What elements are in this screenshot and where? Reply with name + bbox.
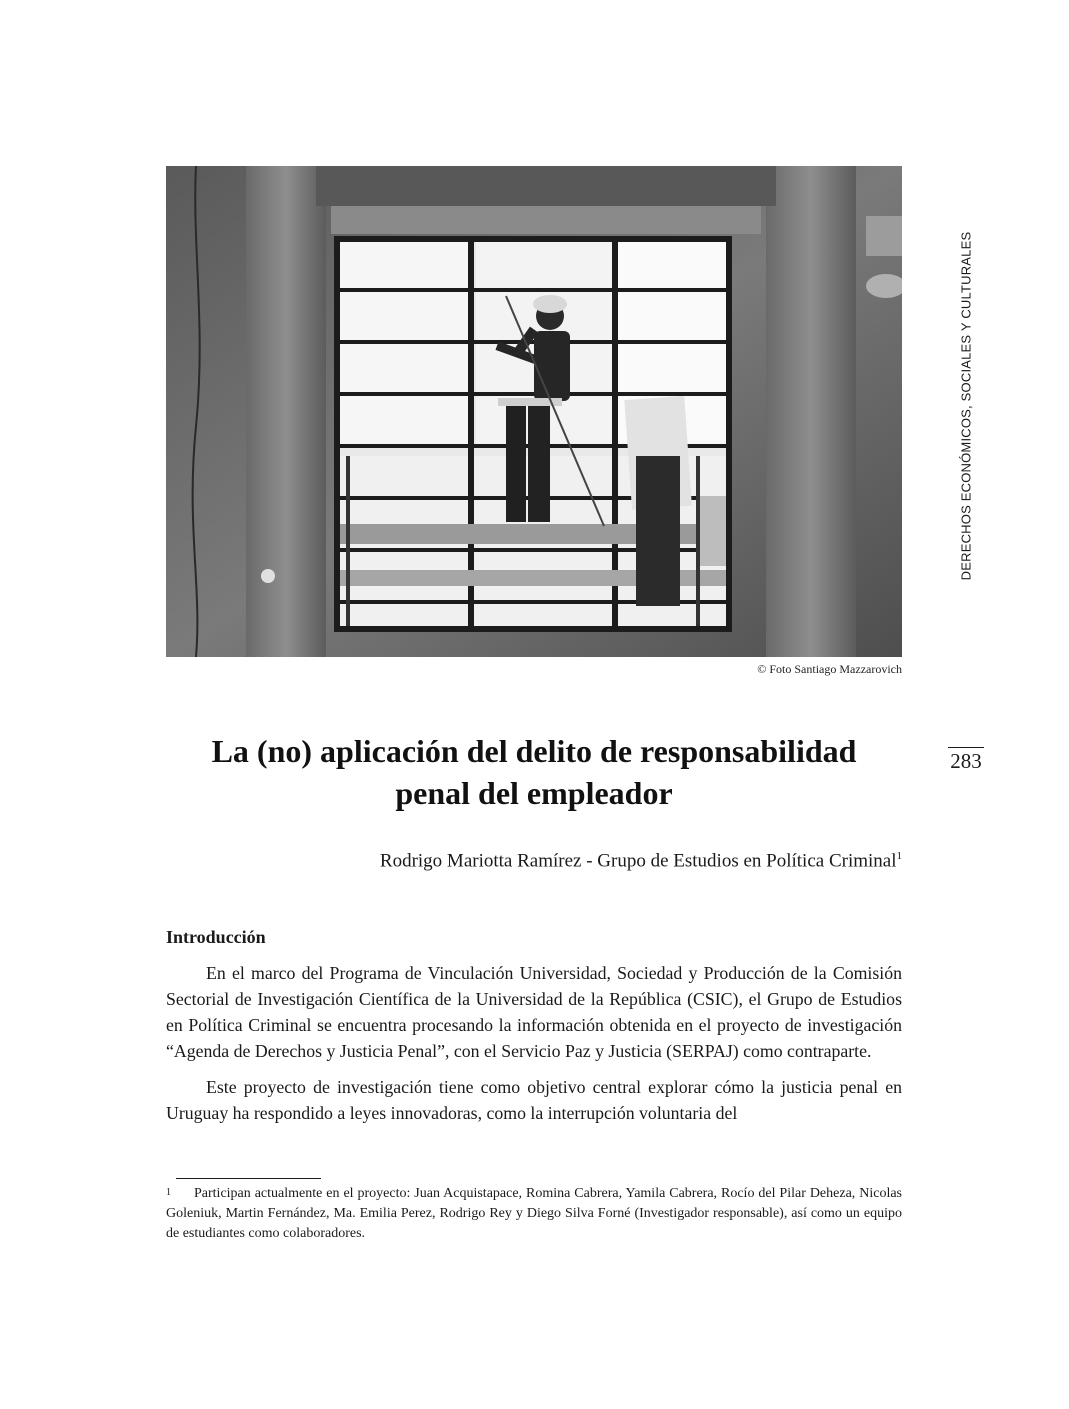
photo-credit: © Foto Santiago Mazzarovich: [757, 662, 902, 676]
footnote-mark: 1: [166, 1187, 171, 1198]
paragraph-2: Este proyecto de investigación tiene como objetivo central explorar cómo la justicia penal en Uruguay ha respondido a leyes innovadoras, como la interrupción voluntaria del: [166, 1077, 902, 1123]
running-head: [946, 231, 986, 581]
author-footnote-mark: 1: [896, 850, 902, 862]
section-heading: Introducción: [166, 927, 266, 947]
running-head-text: DERECHOS ECONÓMICOS, SOCIALES Y CULTURALES: [958, 231, 974, 581]
paragraph-1: En el marco del Programa de Vinculación Universidad, Sociedad y Producción de la Comisión Sectorial de Investigación Científica de la Universidad de la República (CSIC), el Grupo de Estudios en Política Criminal se encuentra procesando la información obtenida en el proyecto de investigación “Agenda de Derechos y Justicia Penal”, con el Servicio Paz y Justicia (SERPAJ) como contraparte.: [166, 963, 902, 1061]
title-line-2: penal del empleador: [395, 775, 673, 811]
page-number: 283: [950, 749, 982, 773]
title-line-1: La (no) aplicación del delito de responsabilidad: [211, 733, 857, 769]
footnote-text: Participan actualmente en el proyecto: Juan Acquistapace, Romina Cabrera, Yamila Cabrera, Rocío del Pilar Deheza, Nicolas Goleniuk, Martin Fernández, Ma. Emilia Perez, Rodrigo Rey y Diego Silva Forné (Investigador responsable), así como un equipo de estudiantes como colaboradores.: [166, 1186, 902, 1241]
author-line: [166, 843, 902, 874]
construction-worker-window-photo: [166, 166, 902, 657]
article-photo: [166, 166, 902, 657]
author-name: Rodrigo Mariotta Ramírez - Grupo de Estudios en Política Criminal: [379, 850, 897, 872]
footnote: [166, 1184, 902, 1244]
body-text: [166, 960, 902, 1136]
page-number-rule: [948, 747, 984, 748]
footnote-rule: [176, 1178, 321, 1179]
article-title: [166, 730, 902, 814]
